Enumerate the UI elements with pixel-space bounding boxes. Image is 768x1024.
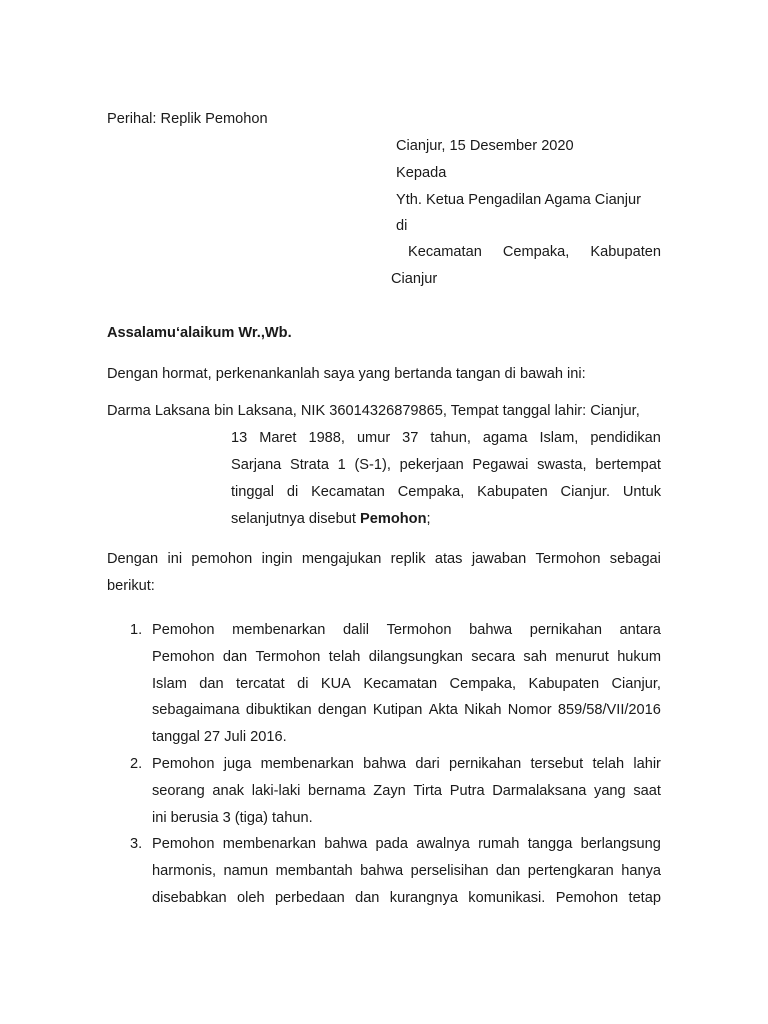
word: Pemohon xyxy=(555,889,619,906)
word: harmonis, xyxy=(152,862,217,879)
word: 1988, xyxy=(308,430,345,446)
word: mengajukan xyxy=(301,551,382,567)
word: pendidikan xyxy=(590,430,661,446)
word: swasta, xyxy=(537,457,587,473)
word: Kecamatan xyxy=(408,244,482,260)
list-item-line xyxy=(152,675,661,693)
word: dari xyxy=(415,756,440,772)
word: komunikasi. xyxy=(468,889,546,906)
word: Termohon xyxy=(535,551,601,567)
word: sah xyxy=(523,648,547,665)
word: Kecamatan xyxy=(363,675,438,692)
word: jawaban xyxy=(471,551,527,567)
word: Pegawai xyxy=(472,457,529,473)
identity-words xyxy=(231,429,661,447)
intro-words xyxy=(107,550,661,568)
word: lahir xyxy=(633,756,661,772)
word: dan xyxy=(199,675,224,692)
list-item-number: 2. xyxy=(130,756,143,772)
word: Zayn xyxy=(373,782,406,799)
word: tetap xyxy=(628,889,661,906)
word: (S-1), xyxy=(354,457,391,473)
address-location-line1 xyxy=(408,243,661,261)
word: Kecamatan xyxy=(311,484,385,500)
word: pekerjaan xyxy=(399,457,464,473)
word: Putra xyxy=(449,782,485,799)
word: tercatat xyxy=(236,675,285,692)
list-item-line xyxy=(152,621,661,639)
word: secara xyxy=(471,648,516,665)
word: sebagaimana xyxy=(152,702,240,719)
list-item-words xyxy=(152,889,661,907)
word: dilangsungkan xyxy=(368,648,463,665)
word: hanya xyxy=(621,862,661,879)
word: sebagai xyxy=(609,551,661,567)
identity-line-3 xyxy=(231,456,661,474)
word: anak xyxy=(212,782,245,799)
word: pertengkaran xyxy=(527,862,614,879)
subject-line: Perihal: Replik Pemohon xyxy=(107,111,268,127)
word: membantah xyxy=(275,862,353,879)
word: dalil xyxy=(343,622,369,638)
list-item-words xyxy=(152,621,661,639)
list-item-line xyxy=(152,755,661,773)
list-item-words xyxy=(152,782,661,800)
word: kurangnya xyxy=(389,889,458,906)
word: Tirta xyxy=(413,782,443,799)
word: Untuk xyxy=(622,484,661,500)
word: ini xyxy=(167,551,183,567)
word: Dengan xyxy=(107,551,159,567)
list-item-words xyxy=(152,835,661,853)
list-item-line xyxy=(152,782,661,800)
word: bahwa xyxy=(363,756,407,772)
list-item-last-line: ini berusia 3 (tiga) tahun. xyxy=(152,809,313,826)
word: ingin xyxy=(261,551,293,567)
address-to: Kepada xyxy=(396,165,447,181)
word: Kabupaten xyxy=(590,244,661,260)
word: bertempat xyxy=(595,457,661,473)
word: perselisihan xyxy=(410,862,489,879)
identity-last-suffix: ; xyxy=(426,511,431,527)
word: antara xyxy=(619,622,661,638)
word: di xyxy=(286,484,299,500)
identity-words xyxy=(231,456,661,474)
word: rumah xyxy=(478,836,520,852)
word: Pemohon xyxy=(152,836,215,852)
list-item-last-line: tanggal 27 Juli 2016. xyxy=(152,729,287,746)
word: dengan xyxy=(317,702,367,719)
word: Islam, xyxy=(539,430,579,446)
word: Pemohon xyxy=(152,622,215,638)
greeting: Assalamu‘alaikum Wr.,Wb. xyxy=(107,325,292,341)
opening-sentence: Dengan hormat, perkenankanlah saya yang bertanda tangan di bawah ini: xyxy=(107,366,586,382)
word: Termohon xyxy=(255,648,321,665)
list-item-words xyxy=(152,701,661,719)
word: namun xyxy=(223,862,269,879)
word: Islam xyxy=(152,675,187,692)
list-item-words xyxy=(152,648,661,666)
word: membenarkan xyxy=(260,756,354,772)
word: pernikahan xyxy=(448,756,522,772)
identity-line-4 xyxy=(231,483,661,501)
address-location-line2: Cianjur xyxy=(391,271,438,287)
word: dibuktikan xyxy=(245,702,312,719)
list-item-line xyxy=(152,889,661,907)
word: bahwa xyxy=(469,622,513,638)
place-date: Cianjur, 15 Desember 2020 xyxy=(396,138,574,154)
word: Nomor xyxy=(507,702,552,719)
identity-words xyxy=(231,483,661,501)
word: juga xyxy=(223,756,252,772)
word: pemohon xyxy=(191,551,253,567)
word: telah xyxy=(592,756,625,772)
word: Nikah xyxy=(464,702,502,719)
list-item-words xyxy=(152,755,661,773)
word: di xyxy=(297,675,309,692)
word: Pemohon xyxy=(152,648,215,665)
address-recipient: Yth. Ketua Pengadilan Agama Cianjur xyxy=(396,192,642,208)
word: umur xyxy=(356,430,391,446)
word: replik xyxy=(390,551,426,567)
word: Strata xyxy=(290,457,329,473)
word: Kabupaten xyxy=(477,484,548,500)
word: Kabupaten xyxy=(528,675,600,692)
word: perbedaan xyxy=(274,889,345,906)
word: dan xyxy=(495,862,521,879)
word: tahun, xyxy=(430,430,471,446)
word: dan xyxy=(222,648,248,665)
word: laki-laki xyxy=(251,782,301,799)
identity-line-2 xyxy=(231,429,661,447)
word: dan xyxy=(355,889,380,906)
word: Cempaka, xyxy=(397,484,465,500)
word: saat xyxy=(633,782,661,799)
word: KUA xyxy=(320,675,351,692)
word: 859/58/VII/2016 xyxy=(557,702,661,719)
list-item-number: 3. xyxy=(130,836,143,852)
address-location-words xyxy=(408,243,661,261)
word: Termohon xyxy=(386,622,452,638)
intro-line-1 xyxy=(107,550,661,568)
word: Cempaka, xyxy=(502,244,570,260)
identity-last-prefix: selanjutnya disebut xyxy=(231,511,360,527)
identity-line-5 xyxy=(231,510,431,528)
identity-line-1: Darma Laksana bin Laksana, NIK 36014326879865, Tempat tanggal lahir: Cianjur, xyxy=(107,403,640,419)
word: Kutipan xyxy=(372,702,423,719)
list-item-line xyxy=(152,648,661,666)
word: Darmalaksana xyxy=(492,782,587,799)
word: hukum xyxy=(617,648,661,665)
list-item-line xyxy=(152,862,661,880)
word: bahwa xyxy=(360,862,404,879)
word: yang xyxy=(594,782,626,799)
word: tangga xyxy=(527,836,573,852)
word: oleh xyxy=(237,889,265,906)
word: membenarkan xyxy=(222,836,317,852)
word: membenarkan xyxy=(232,622,326,638)
word: 1 xyxy=(337,457,346,473)
list-item-words xyxy=(152,675,661,693)
word: disebabkan xyxy=(152,889,227,906)
word: Cempaka, xyxy=(449,675,517,692)
word: agama xyxy=(482,430,528,446)
word: Akta xyxy=(428,702,458,719)
word: tinggal xyxy=(231,484,275,500)
word: 13 xyxy=(231,430,248,446)
address-at: di xyxy=(396,218,408,234)
word: bernama xyxy=(308,782,366,799)
list-item-line xyxy=(152,701,661,719)
word: awalnya xyxy=(416,836,470,852)
word: Cianjur. xyxy=(560,484,611,500)
word: seorang xyxy=(152,782,205,799)
party-pemohon: Pemohon xyxy=(360,511,427,527)
word: Maret xyxy=(259,430,297,446)
word: tersebut xyxy=(530,756,584,772)
word: pernikahan xyxy=(529,622,602,638)
list-item-line xyxy=(152,835,661,853)
word: menurut xyxy=(555,648,609,665)
intro-line-2: berikut: xyxy=(107,578,155,594)
word: 37 xyxy=(402,430,419,446)
list-item-number: 1. xyxy=(130,622,143,638)
word: telah xyxy=(328,648,361,665)
word: Cianjur, xyxy=(611,675,661,692)
word: Pemohon xyxy=(152,756,215,772)
word: bahwa xyxy=(324,836,368,852)
word: pada xyxy=(375,836,409,852)
list-item-words xyxy=(152,862,661,880)
word: berlangsung xyxy=(580,836,661,852)
word: Sarjana xyxy=(231,457,282,473)
word: atas xyxy=(434,551,463,567)
